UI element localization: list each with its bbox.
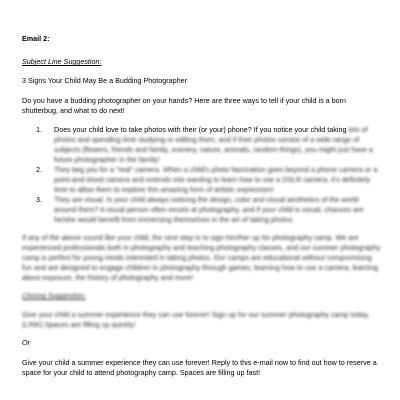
list-item-blurred-text: lots of photos and spending time studying or editing them, and if their photos consist of a wide range of subjects (flowers, friends and family, scenery, nature, animals, random things), you might just have a future photographer in the family!: [54, 125, 373, 164]
subject-line-text: 3 Signs Your Child May Be a Budding Photographer: [22, 76, 188, 85]
closing-suggestion-blurred-text: Give your child a summer experience they can use forever! Sign up for our summer photography camp today. (LINK) Spaces are filling up quickly!: [22, 310, 370, 329]
intro-paragraph: Do you have a budding photographer on your hands? Here are three ways to tell if your child is a born shutterbug, and what to do next!: [22, 96, 347, 115]
subject-line-label: Subject Line Suggestion:: [22, 57, 102, 66]
list-item: [22, 165, 382, 195]
list-item-blurred-text: They beg you for a "real" camera. When a child's photo fascination goes beyond a phone camera or a point-and-shoot camera and extends into wanting to learn how to use a DSLR camera, it's definitely time to allow them to explore this amazing form of artistic expression!: [54, 165, 378, 194]
list-item: [22, 125, 382, 165]
email-heading: Email 2:: [22, 34, 50, 43]
final-suggestion-text: Give your child a summer experience they can use forever! Reply to this e-mail now to find out how to reserve a space for your child to attend photography camp. Spaces are filling up fast!: [22, 358, 377, 377]
list-item: [22, 195, 382, 225]
list-item-visible-text: Does your child love to take photos with their (or your) phone? If you notice your child taking: [54, 125, 347, 134]
list-item-number: 2.: [36, 165, 42, 174]
list-item-number: 3.: [36, 195, 42, 204]
blurred-body-paragraph: If any of the above sound like your child, the next step is to sign him/her up for photography camp. We are experienced professionals both in photography and teaching photography classes, and our summer photography camp is perfect for young minds interested in taking photos. Our camps are educational without compromising fun and are designed to engage children in photography through games, learning how to use a camera, learning about exposure, the history of photography and more!: [22, 233, 381, 282]
list-item-number: 1.: [36, 125, 42, 134]
or-separator: Or: [22, 338, 30, 347]
list-item-blurred-text: They are visual. Is your child always noticing the design, color and visual aesthetics of the world around them? A visual person often excels at photography, and if your child is visual, chances are he/she would benefit from immersing themselves in the art of taking photos.: [54, 195, 364, 224]
signs-list: [22, 125, 382, 225]
email-document: [22, 34, 382, 378]
closing-suggestion-label: Closing Suggestion:: [22, 291, 86, 300]
